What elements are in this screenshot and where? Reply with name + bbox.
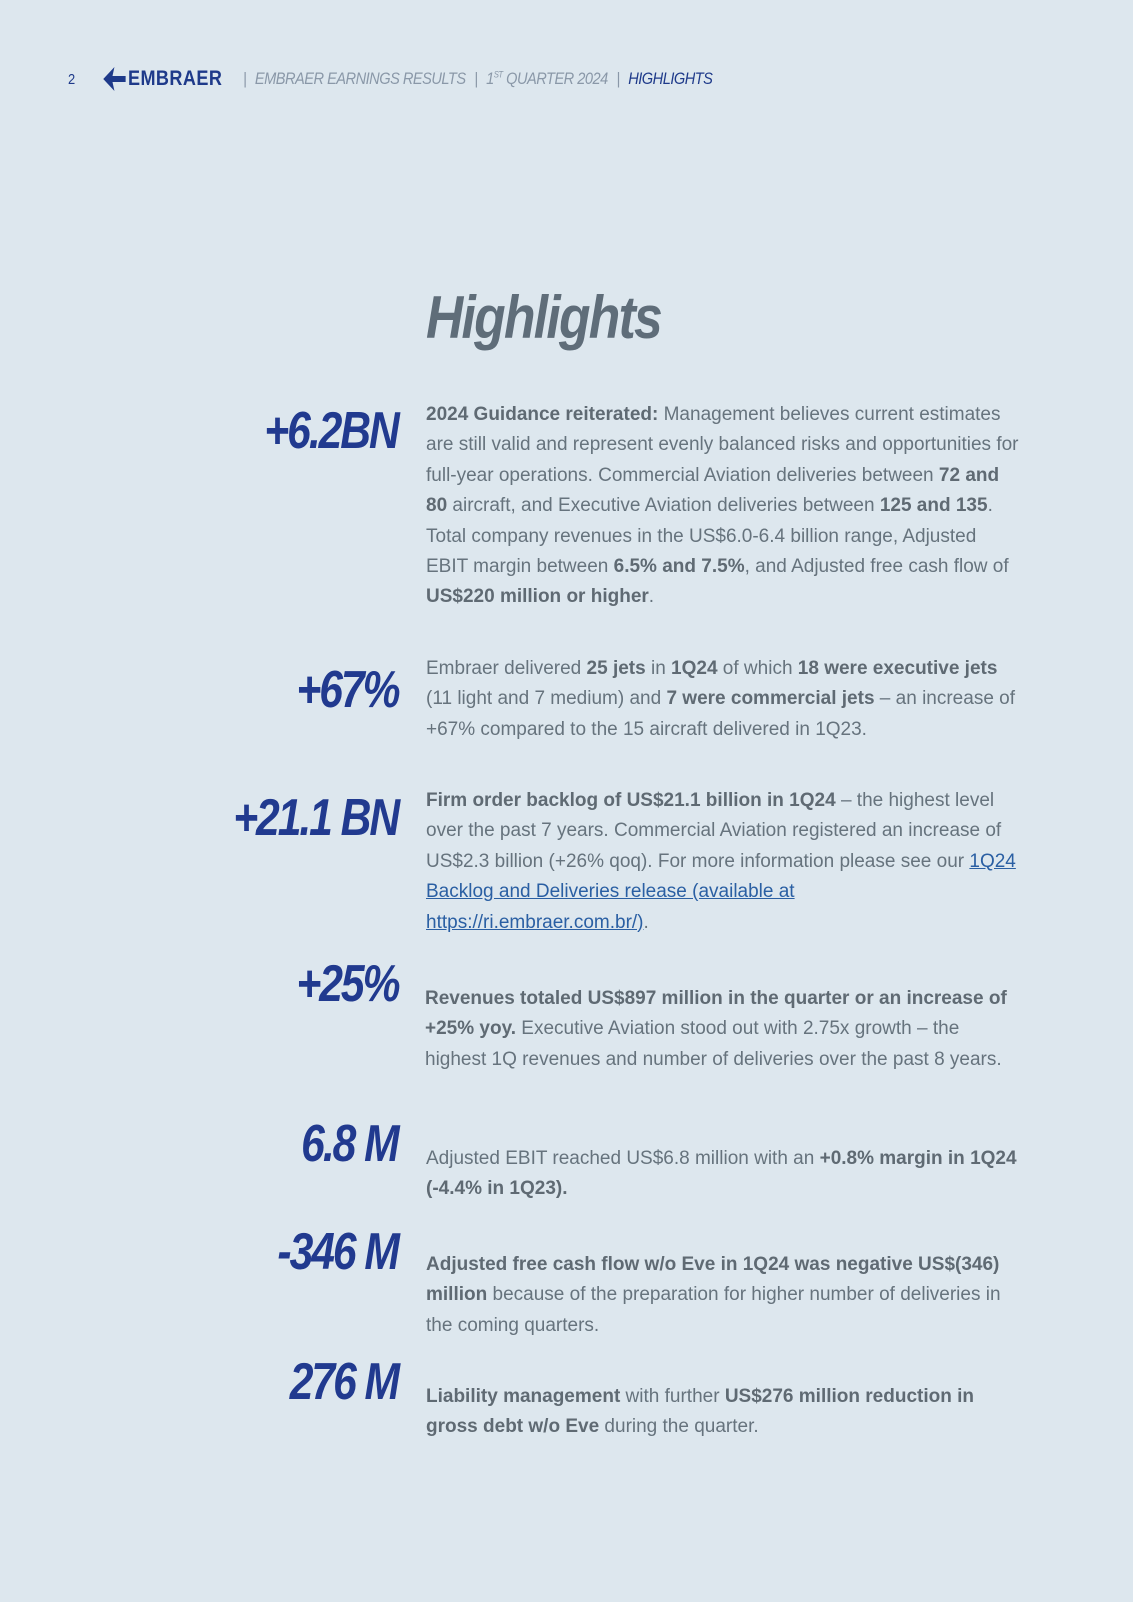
emphasis-text: 72 and 80 <box>426 464 1000 517</box>
emphasis-text: Revenues totaled US$897 million in the quarter or an increase of +25% yoy. <box>425 988 1007 1040</box>
emphasis-text: Liability management <box>426 1386 621 1407</box>
body-text: in <box>645 658 672 679</box>
highlight-text <box>426 1382 1022 1443</box>
separator: | <box>242 69 247 88</box>
highlight-figure: +67% <box>295 661 398 719</box>
body-text: . <box>643 911 649 933</box>
emphasis-text: Firm order backlog of US$21.1 billion in 1Q24 <box>426 790 836 811</box>
body-text: Executive Aviation stood out with 2.75x growth – the highest 1Q revenues and number of deliveries over the past 8 years. <box>425 1018 1002 1070</box>
page-header <box>68 66 712 92</box>
embraer-logo-icon <box>102 66 126 92</box>
body-text: with further <box>620 1386 725 1407</box>
emphasis-text: 18 were executive jets <box>797 658 998 679</box>
body-text: . Total company revenues in the US$6.0-6.4 billion range, Adjusted EBIT margin between <box>426 495 993 578</box>
body-text: – the highest level over the past 7 years. Commercial Aviation registered an increase of US$2.3 billion (+26% qoq). For more information please see our <box>426 790 1002 872</box>
logo-wordmark: EMBRAER <box>127 67 223 90</box>
page-number: 2 <box>68 70 75 88</box>
page-title: Highlights <box>426 284 662 351</box>
emphasis-text: 25 jets <box>586 658 646 679</box>
highlight-figure: +25% <box>295 955 398 1013</box>
embraer-logo <box>102 66 222 92</box>
breadcrumb-earnings-results: EMBRAER EARNINGS RESULTS <box>254 69 466 88</box>
body-text: during the quarter. <box>599 1416 759 1438</box>
body-text: . <box>648 586 655 608</box>
body-text: aircraft, and Executive Aviation deliveries between <box>447 495 880 517</box>
emphasis-text: 7 were commercial jets <box>666 688 875 710</box>
emphasis-text: +0.8% margin in 1Q24 (-4.4% in 1Q23). <box>426 1148 1017 1200</box>
body-text: Management believes current estimates are still valid and represent evenly balanced risks and opportunities for full-year operations. Commercial Aviation deliveries between <box>426 404 1019 486</box>
emphasis-text: US$276 million reduction in gross debt w/o Eve <box>426 1386 974 1438</box>
body-text: Embraer delivered <box>426 658 587 679</box>
highlight-text <box>426 786 1022 938</box>
highlight-text <box>426 400 1022 613</box>
body-text: (11 light and 7 medium) and <box>426 688 667 710</box>
separator: | <box>616 69 620 88</box>
breadcrumb-highlights: HIGHLIGHTS <box>628 69 713 88</box>
highlight-figure: 6.8 M <box>301 1115 398 1173</box>
body-text: – an increase of +67% compared to the 15 aircraft delivered in 1Q23. <box>426 688 1016 740</box>
backlog-release-link[interactable]: 1Q24 Backlog and Deliveries release (available at https://ri.embraer.com.br/) <box>426 850 1016 933</box>
emphasis-text: 6.5% and 7.5% <box>613 556 745 578</box>
emphasis-text: 2024 Guidance reiterated: <box>426 404 659 425</box>
emphasis-text: 1Q24 <box>671 658 718 679</box>
breadcrumb-quarter <box>486 69 608 89</box>
emphasis-text: US$220 million or higher <box>426 586 649 608</box>
highlight-figure: +6.2BN <box>264 402 398 460</box>
body-text: , and Adjusted free cash flow of <box>744 556 1009 578</box>
emphasis-text: 125 and 135 <box>879 495 988 517</box>
highlight-figure: 276 M <box>289 1353 398 1411</box>
highlight-figure: -346 M <box>277 1223 398 1281</box>
separator: | <box>474 69 478 88</box>
emphasis-text: Adjusted free cash flow w/o Eve in 1Q24 was negative US$(346) million <box>426 1254 1000 1306</box>
body-text: of which <box>717 658 798 679</box>
highlight-text <box>425 984 1021 1075</box>
quarter-ordinal: ST <box>493 69 503 80</box>
highlight-figure: +21.1 BN <box>233 789 398 847</box>
highlight-text <box>426 654 1022 745</box>
highlight-text <box>426 1250 1022 1341</box>
quarter-number: 1 <box>486 69 494 88</box>
body-text: because of the preparation for higher number of deliveries in the coming quarters. <box>426 1284 1001 1336</box>
highlight-text <box>426 1144 1022 1205</box>
quarter-label: QUARTER 2024 <box>502 69 608 88</box>
body-text: Adjusted EBIT reached US$6.8 million with an <box>426 1148 820 1169</box>
